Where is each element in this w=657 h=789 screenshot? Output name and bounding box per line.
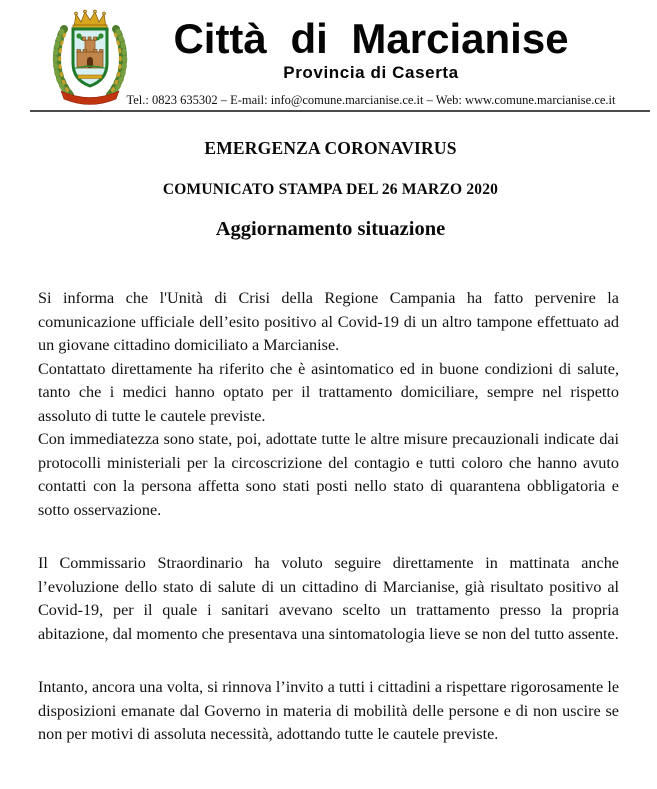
paragraph-block [38,287,619,522]
document-body [38,287,619,747]
paragraph-block [38,552,619,646]
header-divider [30,110,650,112]
heading-comunicato-stampa: COMUNICATO STAMPA DEL 26 MARZO 2020 [162,181,499,198]
paragraph: Con immediatezza sono state, poi, adottate tutte le altre misure precauzionali indicate dai protocolli ministeriali per la circoscrizione del contagio e tutti coloro che hanno avuto contatti con la persona affetta sono stati posti nello stato di quarantena obbligatoria e sotto osservazione. [38,430,619,519]
paragraph: Il Commissario Straordinario ha voluto seguire direttamente in mattinata anche l’evoluzione dello stato di salute di un cittadino di Marcianise, già risultato positivo al Covid-19, per il quale i sanitari avevano scelto un trattamento presso la propria abitazione, dal momento che presentava una sintomatologia lieve se non del tutto assente. [38,554,619,643]
paragraph: Intanto, ancora una volta, si rinnova l’invito a tutti i cittadini a rispettare rigorosamente le disposizioni emanate dal Governo in materia di mobilità delle persone e di non uscire se non per motivi di assoluta necessità, adottando tutte le cautele previste. [38,678,619,743]
contact-line: Tel.: 0823 635302 – E-mail: info@comune.marcianise.ce.it – Web: www.comune.marcianise.ce.it [126,93,616,107]
heading-aggiornamento: Aggiornamento situazione [215,218,446,240]
paragraph-block [38,676,619,747]
paragraph: Si informa che l'Unità di Crisi della Regione Campania ha fatto pervenire la comunicazione ufficiale dell’esito positivo al Covid-19 di un altro tampone effettuato ad un giovane cittadino domiciliato a Marcianise. [38,289,619,354]
city-title: Città di Marcianise [173,15,569,62]
province-subtitle: Provincia di Caserta [283,63,459,82]
paragraph: Contattato direttamente ha riferito che è asintomatico ed in buone condizioni di salute, tanto che i medici hanno optato per il trattamento domiciliare, sempre nel rispetto assoluto di tutte le cautele previste. [38,359,619,425]
heading-emergenza: EMERGENZA CORONAVIRUS [204,138,457,158]
